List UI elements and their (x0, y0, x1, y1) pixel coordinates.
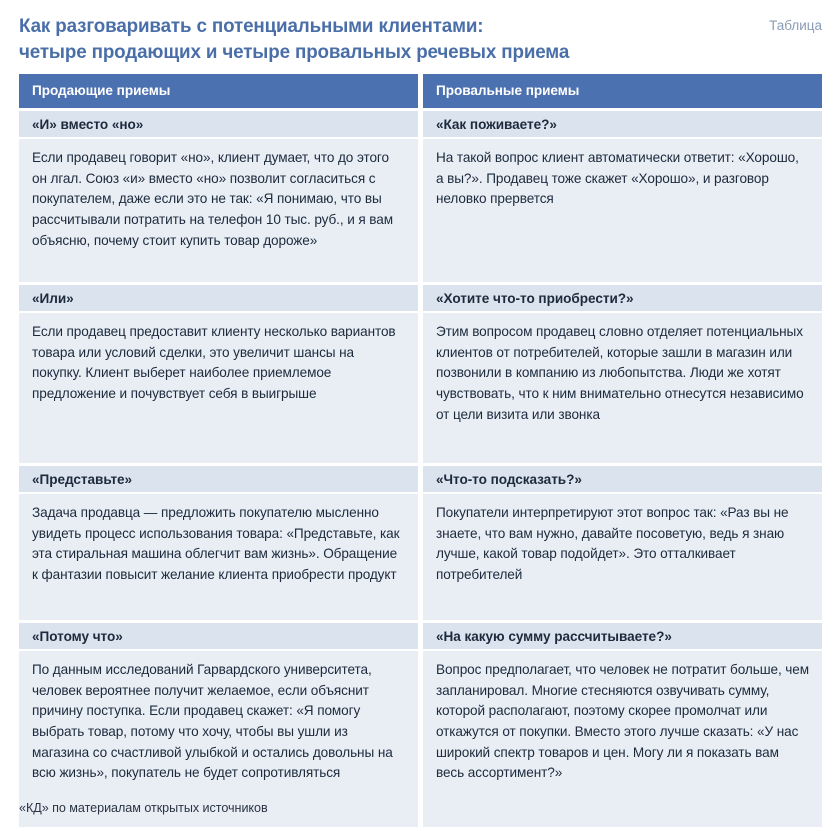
page-title (19, 14, 569, 65)
row-subheader: «Потому что» (19, 620, 418, 649)
row-body: Этим вопросом продавец словно отделяет потенциальных клиентов от потребителей, которые зашли в магазин или позвонили в компанию из любопытства. Люди же хотят чувствовать, что к ним внимательно отнесутся независимо от цели визита или звонка (423, 311, 822, 463)
row-subheader: «На какую сумму рассчитываете?» (423, 620, 822, 649)
row-body: Покупатели интерпретируют этот вопрос так: «Раз вы не знаете, что вам нужно, давайте посоветую, ведь я знаю лучше, какой товар подойдет». Это отталкивает потребителей (423, 492, 822, 620)
page-title-line-2: четыре продающих и четыре провальных речевых приема (19, 40, 570, 63)
source-note: «КД» по материалам открытых источников (19, 801, 268, 815)
table-row (423, 620, 822, 827)
row-body: На такой вопрос клиент автоматически ответит: «Хорошо, а вы?». Продавец тоже скажет «Хорошо», и разговор неловко прервется (423, 137, 822, 282)
row-body: Вопрос предполагает, что человек не потратит больше, чем запланировал. Многие стесняются озвучивать сумму, которой располагают, поэтому скорее промолчат или откажутся от покупки. Вместо этого лучше сказать: «У нас широкий спектр товаров и цен. Могу ли я показать вам весь ассортимент?» (423, 649, 822, 827)
comparison-table (19, 74, 822, 827)
row-subheader: «Как поживаете?» (423, 108, 822, 137)
table-column-failing (423, 74, 822, 827)
column-header-selling: Продающие приемы (19, 74, 418, 108)
row-body: По данным исследований Гарвардского университета, человек вероятнее получит желаемое, если объяснит причину поступка. Если продавец скажет: «Я помогу выбрать товар, потому что хочу, чтобы вы ушли из магазина со счастливой улыбкой и остались довольны на всю жизнь», покупатель не будет сопротивляться (19, 649, 418, 827)
table-row (423, 108, 822, 282)
page-header (0, 0, 840, 65)
row-subheader: «Что-то подсказать?» (423, 463, 822, 492)
page-title-line-1: Как разговаривать с потенциальными клиентами: (19, 15, 484, 37)
row-subheader: «Хотите что-то приобрести?» (423, 282, 822, 311)
table-row (19, 620, 418, 827)
table-columns (19, 74, 822, 827)
kicker-label: Таблица (769, 18, 822, 33)
table-row (423, 282, 822, 463)
table-row (19, 463, 418, 620)
row-subheader: «И» вместо «но» (19, 108, 418, 137)
table-column-selling (19, 74, 418, 827)
table-row (19, 282, 418, 463)
row-body: Если продавец предоставит клиенту несколько вариантов товара или условий сделки, это увеличит шансы на покупку. Клиент выберет наиболее приемлемое предложение и почувствует себя в выигрыше (19, 311, 418, 463)
row-body: Если продавец говорит «но», клиент думает, что до этого он лгал. Союз «и» вместо «но» позволит согласиться с покупателем, даже если это не так: «Я понимаю, что вы рассчитывали потратить на телефон 10 тыс. руб., и я вам объясню, почему стоит купить товар дороже» (19, 137, 418, 282)
row-body: Задача продавца — предложить покупателю мысленно увидеть процесс использования товара: «Представьте, как эта стиральная машина облегчит вам жизнь». Обращение к фантазии повысит желание клиента приобрести продукт (19, 492, 418, 620)
row-subheader: «Представьте» (19, 463, 418, 492)
row-subheader: «Или» (19, 282, 418, 311)
table-row (19, 108, 418, 282)
table-row (423, 463, 822, 620)
column-header-failing: Провальные приемы (423, 74, 822, 108)
